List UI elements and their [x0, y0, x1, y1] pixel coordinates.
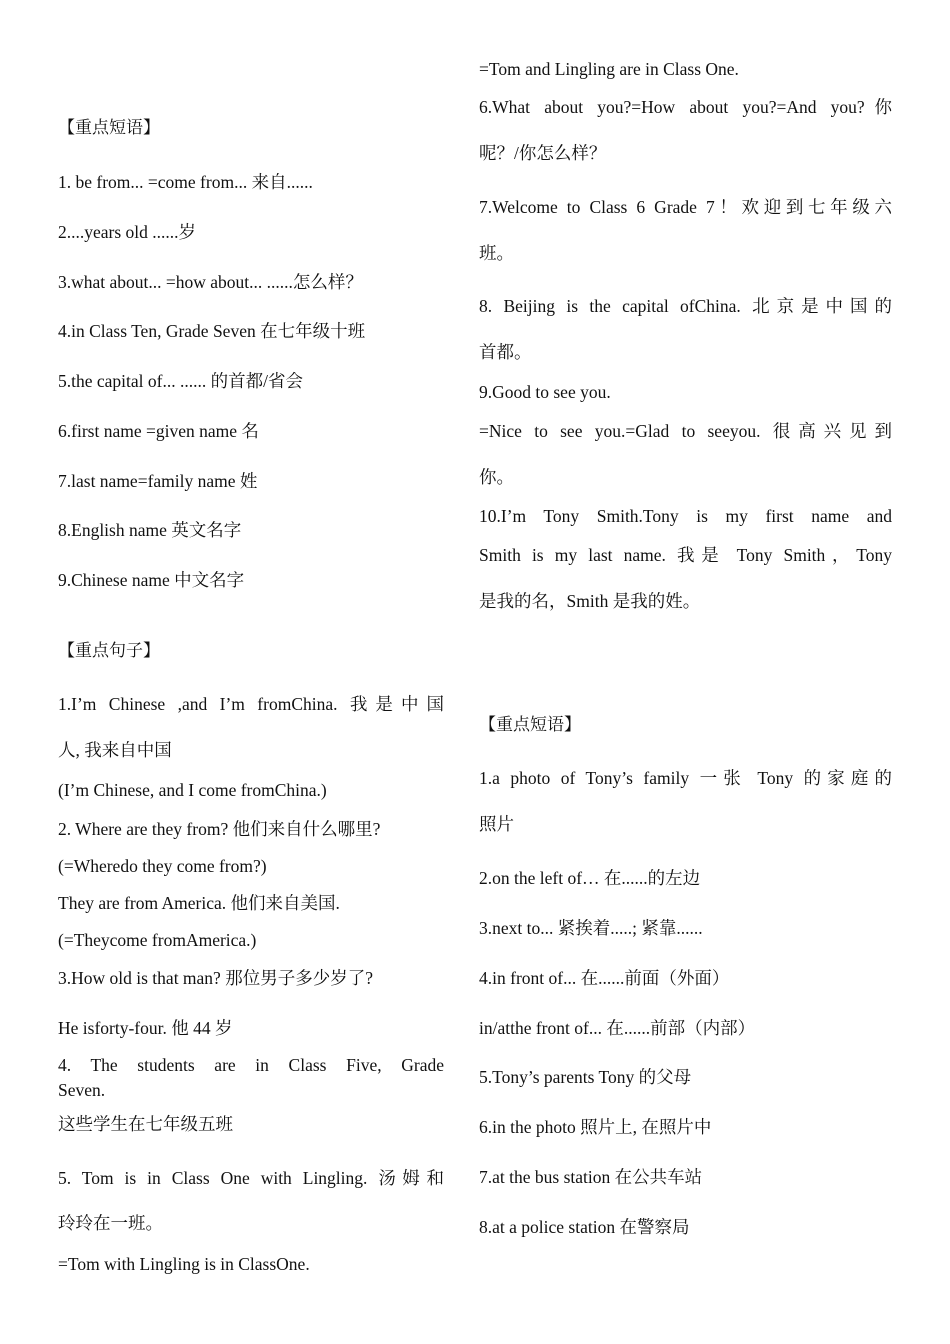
text-line: Seven.	[58, 1080, 106, 1100]
text-line: 6.first name =given name 名	[58, 421, 259, 441]
text-line: 1.I’m Chinese ,and I’m fromChina. 我是中国	[58, 694, 444, 714]
text-line: (=Theycome fromAmerica.)	[58, 930, 257, 950]
text-line: =Tom and Lingling are in Class One.	[479, 59, 739, 79]
text-line: They are from America. 他们来自美国.	[58, 893, 340, 913]
text-line: He isforty-four. 他 44 岁	[58, 1018, 233, 1038]
text-line: 玲玲在一班。	[58, 1213, 163, 1233]
text-line: 5.the capital of... ...... 的首都/省会	[58, 371, 303, 391]
text-line: (=Wheredo they come from?)	[58, 856, 267, 876]
text-line: 5.Tony’s parents Tony 的父母	[479, 1067, 692, 1087]
text-line: 7.last name=family name 姓	[58, 471, 258, 491]
text-line: 7.at the bus station 在公共车站	[479, 1167, 703, 1187]
text-line: 你。	[479, 467, 514, 487]
text-line: 1. be from... =come from... 来自......	[58, 172, 313, 192]
text-line: 3.next to... 紧挨着.....; 紧靠......	[479, 918, 703, 938]
text-line: 2.on the left of… 在......的左边	[479, 868, 701, 888]
section-heading: 【重点句子】	[58, 641, 160, 661]
text-line: 2. Where are they from? 他们来自什么哪里?	[58, 819, 381, 839]
text-line: (I’m Chinese, and I come fromChina.)	[58, 780, 327, 800]
text-line: 首都。	[479, 342, 532, 362]
text-line: 班。	[479, 243, 514, 263]
section-heading: 【重点短语】	[479, 715, 581, 735]
text-line: 5. Tom is in Class One with Lingling. 汤姆和	[58, 1168, 444, 1188]
text-line: 3.How old is that man? 那位男子多少岁了?	[58, 968, 373, 988]
text-line: 8.at a police station 在警察局	[479, 1217, 690, 1237]
text-line: 人, 我来自中国	[58, 740, 172, 760]
text-line: 6.in the photo 照片上, 在照片中	[479, 1117, 712, 1137]
text-line: 8. Beijing is the capital ofChina. 北京是中国的	[479, 296, 892, 316]
text-line: Smith is my last name. 我是 Tony Smith，Tony	[479, 545, 892, 565]
text-line: in/atthe front of... 在......前部（内部）	[479, 1018, 756, 1038]
text-line: 7.Welcome to Class 6 Grade 7！欢迎到七年级六	[479, 197, 892, 217]
text-line: 4.in Class Ten, Grade Seven 在七年级十班	[58, 321, 366, 341]
text-line: 8.English name 英文名字	[58, 520, 242, 540]
text-line: 照片	[479, 814, 514, 834]
text-line: =Nice to see you.=Glad to seeyou. 很高兴见到	[479, 421, 892, 441]
text-line: 4. The students are in Class Five, Grade	[58, 1055, 444, 1075]
text-line: 1.a photo of Tony’s family 一张 Tony 的家庭的	[479, 768, 892, 788]
text-line: 3.what about... =how about... ......怎么样？	[58, 272, 363, 292]
text-line: 9.Good to see you.	[479, 382, 611, 402]
text-line: =Tom with Lingling is in ClassOne.	[58, 1254, 310, 1274]
text-line: 2....years old ......岁	[58, 222, 197, 242]
text-line: 9.Chinese name 中文名字	[58, 570, 245, 590]
text-line: 4.in front of... 在......前面（外面）	[479, 968, 730, 988]
text-line: 呢？/你怎么样？	[479, 143, 607, 163]
text-line: 6.What about you?=How about you?=And you?你	[479, 97, 892, 117]
section-heading: 【重点短语】	[58, 118, 160, 138]
text-line: 这些学生在七年级五班	[58, 1114, 233, 1134]
text-line: 10.I’m Tony Smith.Tony is my first name and	[479, 506, 892, 526]
text-line: 是我的名，Smith 是我的姓。	[479, 591, 701, 611]
